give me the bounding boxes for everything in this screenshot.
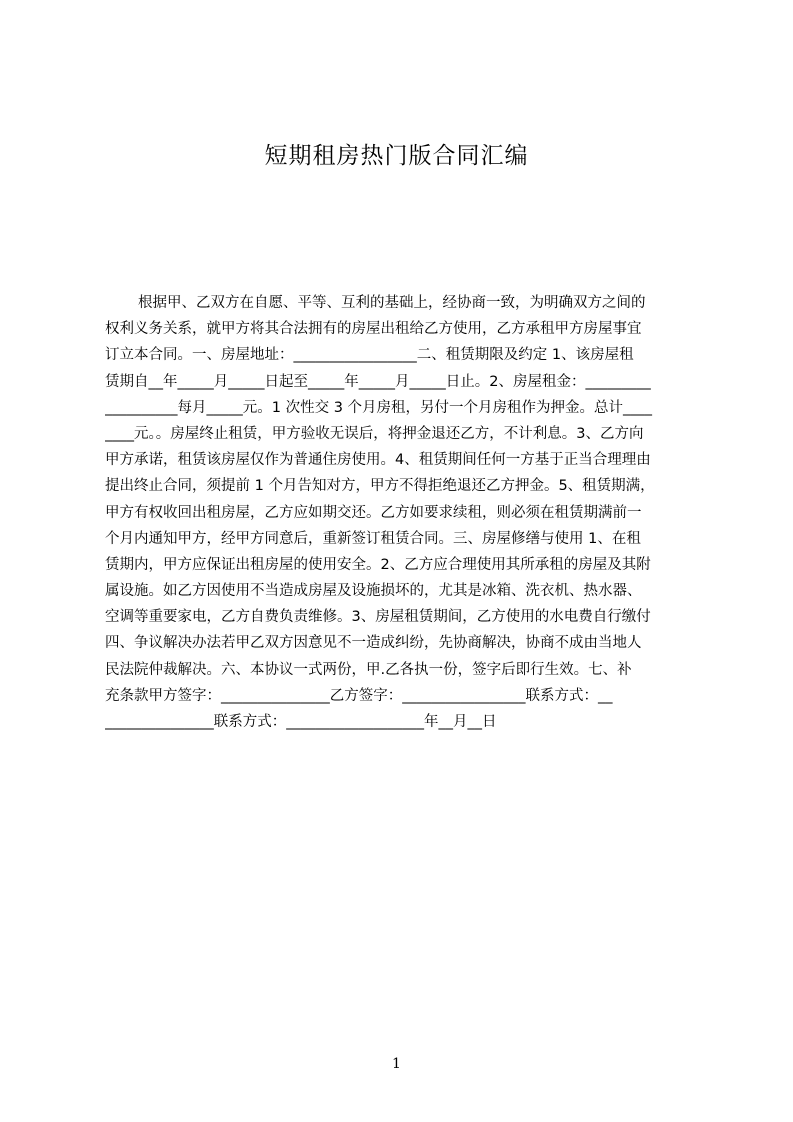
body-line: _______________联系方式：___________________年__月__日 (105, 714, 497, 730)
body-line: 民法院仲裁解决。六、本协议一式两份，甲.乙各执一份，签字后即行生效。七、补 (105, 661, 632, 678)
body-line: 空调等重要家电，乙方自费负责维修。3、房屋租赁期间，乙方使用的水电费自行缴付 (105, 609, 651, 626)
body-line: __________每月_____元。1 次性交 3 个月房租，另付一个月房租作为押金。总计____ (105, 399, 653, 416)
body-line: 订立本合同。一、房屋地址：_________________二、租赁期限及约定 1、该房屋租 (105, 347, 634, 364)
body-line: 赁期内，甲方应保证出租房屋的使用安全。2、乙方应合理使用其所承租的房屋及其附 (105, 556, 651, 573)
contract-body (105, 290, 697, 752)
body-line: 甲方有权收回出租房屋，乙方应如期交还。乙方如要求续租，则必须在租赁期满前一 (105, 504, 642, 521)
body-line: 充条款甲方签字：_______________乙方签字：_________________联系方式：__ (105, 687, 613, 704)
body-line: ____元。。房屋终止租赁，甲方验收无误后，将押金退还乙方，不计利息。3、乙方向 (105, 425, 644, 442)
document-title: 短期租房热门版合同汇编 (264, 143, 529, 169)
body-line: 属设施。如乙方因使用不当造成房屋及设施损坏的，尤其是冰箱、洗衣机、热水器、 (105, 583, 642, 600)
body-line: 根据甲、乙双方在自愿、平等、互利的基础上，经协商一致，为明确双方之间的 (138, 295, 646, 311)
body-line: 甲方承诺，租赁该房屋仅作为普通住房使用。4、租赁期间任何一方基于正当合理理由 (105, 452, 651, 469)
body-line: 提出终止合同，须提前 1 个月告知对方，甲方不得拒绝退还乙方押金。5、租赁期满， (105, 478, 655, 495)
body-line: 四、争议解决办法若甲乙双方因意见不一造成纠纷，先协商解决，协商不成由当地人 (105, 635, 642, 652)
body-line: 赁期自__年_____月_____日起至_____年_____月_____日止。2、房屋租金：_________ (105, 373, 651, 390)
body-line: 个月内通知甲方，经甲方同意后，重新签订租赁合同。三、房屋修缮与使用 1、在租 (105, 530, 641, 547)
page-number: 1 (392, 1056, 401, 1072)
body-line: 权利义务关系，就甲方将其合法拥有的房屋出租给乙方使用，乙方承租甲方房屋事宜 (105, 321, 642, 338)
